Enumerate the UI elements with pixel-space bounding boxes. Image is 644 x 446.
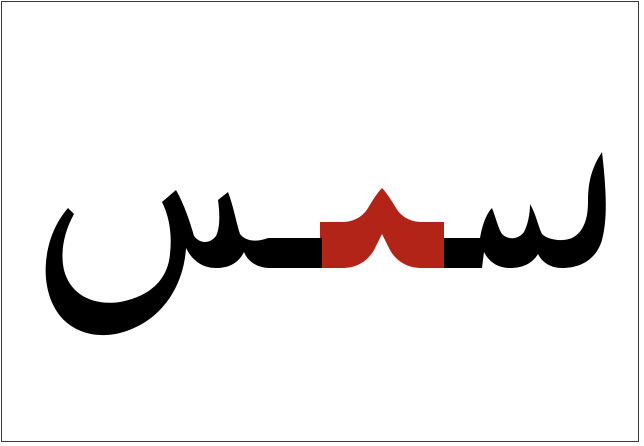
figure-frame xyxy=(1,1,639,442)
arabic-word-illustration xyxy=(2,2,638,441)
medial-letter-glyph xyxy=(320,188,444,268)
initial-letter-glyph xyxy=(444,152,606,268)
final-letter-glyph xyxy=(46,190,270,335)
connector-bar xyxy=(268,238,322,268)
